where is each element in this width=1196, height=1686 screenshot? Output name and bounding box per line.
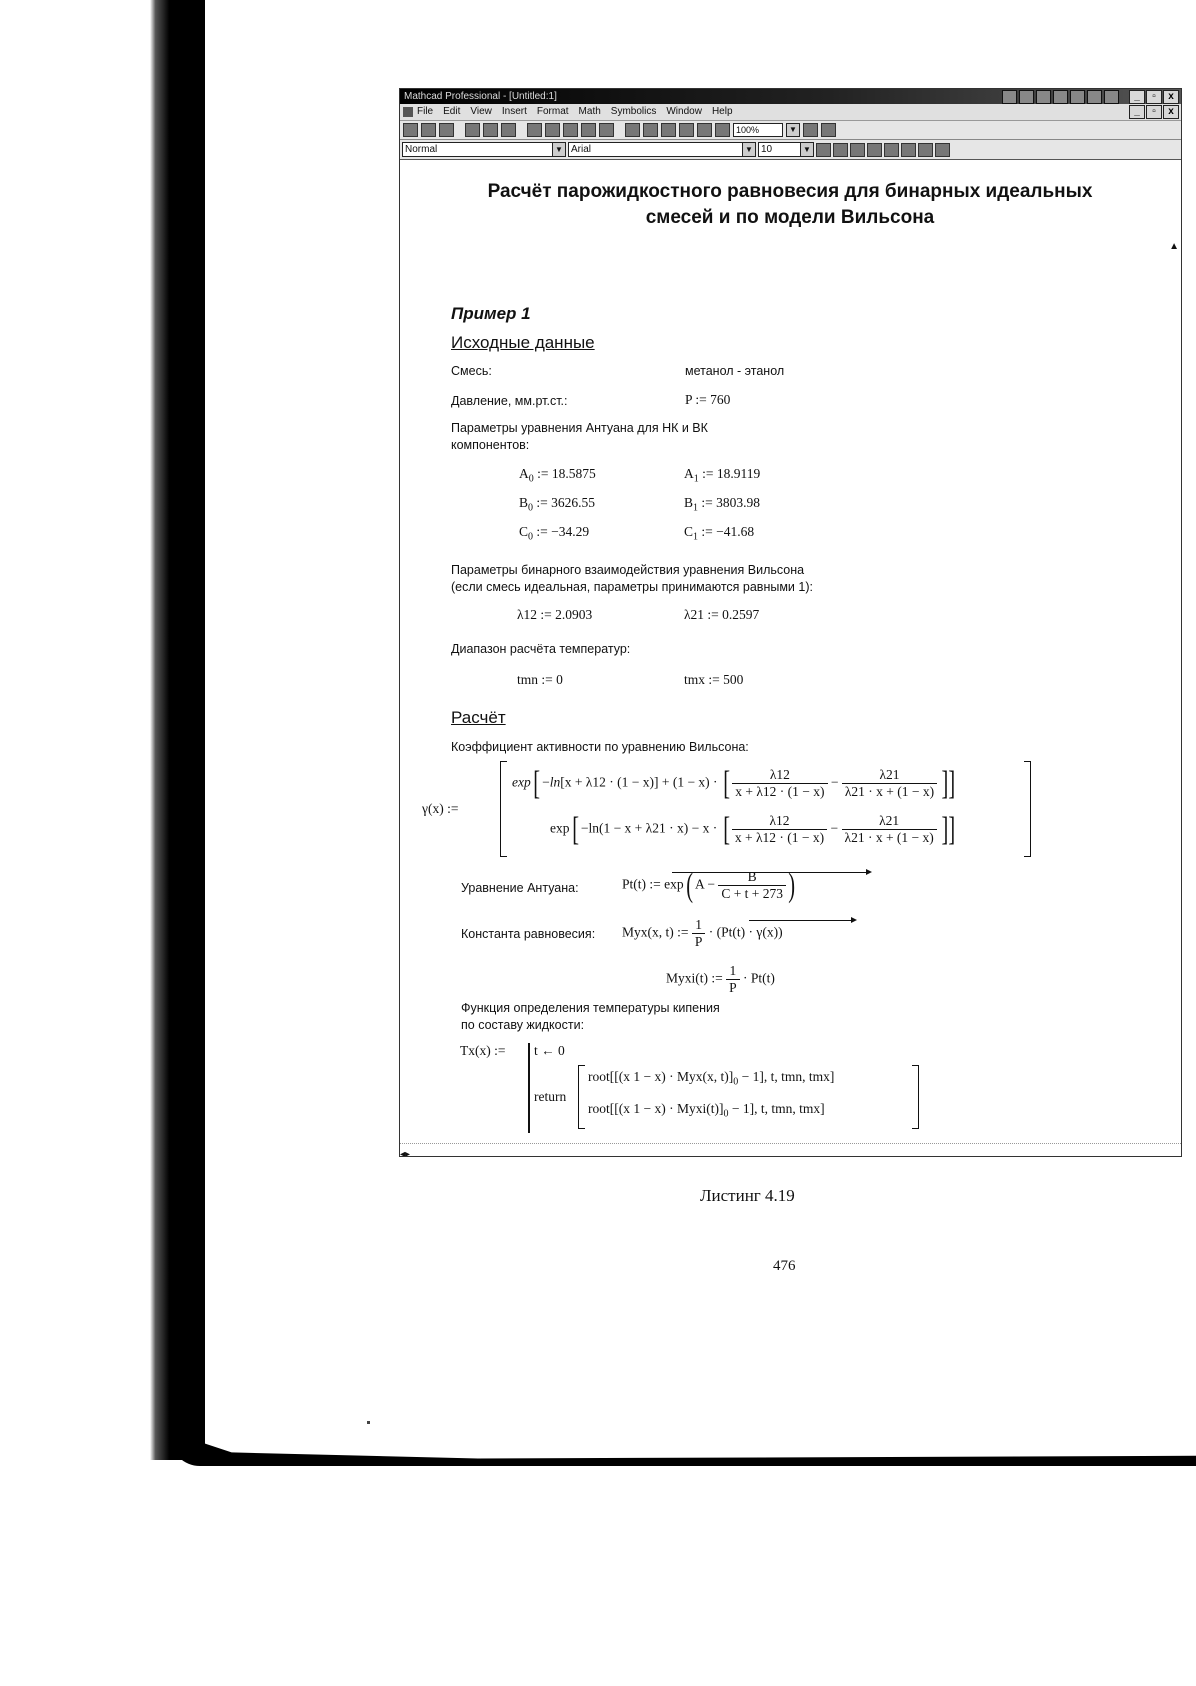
title-line-2: смесей и по модели Вильсона [645,207,935,228]
chevron-down-icon[interactable]: ▼ [786,123,800,137]
activity-coef-label: Коэффициент активности по уравнению Вильсона: [451,740,749,754]
gamma-lhs: γ(x) := [422,801,459,816]
menu-insert[interactable]: Insert [501,106,527,117]
horizontal-scrollbar[interactable] [400,1143,1181,1156]
a0-expression[interactable]: $A_0$ := 18.5875 [519,466,596,485]
c1-expression[interactable]: $C_1$ := −41.68 [684,524,755,543]
resource-icon[interactable] [715,123,730,137]
document-controls [1129,105,1179,119]
lambda12-expression[interactable]: λ12 := 2.0903 [517,607,593,622]
tmx-expression[interactable]: tmx := 500 [684,672,744,687]
scroll-left-icon[interactable]: ◂▸ [400,1149,411,1157]
redo-icon[interactable] [599,123,614,137]
font-select[interactable] [568,142,756,157]
c0-value: −34.29 [551,524,590,539]
tx-program[interactable] [460,1043,960,1138]
a0-value: 18.5875 [551,466,596,481]
mixture-label: Смесь: [451,364,492,378]
print-preview-icon[interactable] [483,123,498,137]
cut-icon[interactable] [527,123,542,137]
component-icon[interactable] [697,123,712,137]
antoine-params-label-line1: Параметры уравнения Антуана для НК и ВК [451,421,708,435]
b0-expression[interactable]: $B_0$ := 3626.55 [519,495,596,514]
matrix-bracket-left [578,1065,585,1129]
minimize-button[interactable]: _ [1129,90,1145,104]
menu-window[interactable]: Window [666,106,702,117]
chevron-down-icon: ▼ [552,143,565,156]
insert-unit-icon[interactable] [661,123,676,137]
b1-expression[interactable]: $B_1$ := 3803.98 [684,495,761,514]
tray-icon[interactable] [1053,90,1068,104]
undo-icon[interactable] [581,123,596,137]
tray-icon[interactable] [1019,90,1034,104]
chevron-down-icon: ▼ [800,143,813,156]
align-center-icon[interactable] [884,143,899,157]
align-icon[interactable] [625,123,640,137]
save-icon[interactable] [439,123,454,137]
menu-view[interactable]: View [470,106,492,117]
equilibrium-label: Константа равновесия: [461,927,596,941]
taskbar-icons [1002,90,1119,104]
tx-root-1: root[[(x 1 − x) · Myx(x, $t)]_0 - 1$], t, tmn, tmx] [588,1069,835,1088]
temp-range-label: Диапазон расчёта температур: [451,642,631,656]
style-value: Normal [405,144,438,155]
tray-icon[interactable] [1002,90,1017,104]
document-icon[interactable] [403,107,413,117]
tx-return: return [534,1089,567,1104]
menu-symbolics[interactable]: Symbolics [610,106,657,117]
calculate-icon[interactable] [679,123,694,137]
menu-format[interactable]: Format [536,106,569,117]
doc-restore-button[interactable]: ▫ [1146,105,1162,119]
b1-value: 3803.98 [716,495,761,510]
resource-center-icon[interactable] [803,123,818,137]
menu-file[interactable]: File [417,106,434,117]
gamma-row-1: exp[ −ln[x + λ12 · (1 − x)] + (1 − x) · [ $\frac{\lambda 12}{x + \lambda 12 \cdot (1 - x)}$ − $\frac{\lambda 21}{\lambda 21 \cdot x + (1 - x)}$ ]] [512,764,956,802]
restore-button[interactable]: ▫ [1146,90,1162,104]
input-data-heading: Исходные данные [451,333,595,352]
doc-close-button[interactable]: x [1163,105,1179,119]
menu-edit[interactable]: Edit [443,106,461,117]
c1-value: −41.68 [716,524,755,539]
tx-root-2: root[[(x $1 - x) \cdot Myxi(t)]_0 - 1$], t, tmn, tmx] [588,1101,825,1120]
wilson-params-label-line1: Параметры бинарного взаимодействия уравнения Вильсона [451,563,805,577]
standard-toolbar [400,121,1181,140]
worksheet[interactable] [400,161,1181,1146]
close-button[interactable]: x [1163,90,1179,104]
style-select[interactable] [402,142,566,157]
bullets-icon[interactable] [918,143,933,157]
vertical-scroll-marker[interactable]: ▲ [1169,241,1179,252]
matrix-bracket-right [912,1065,919,1129]
example-heading: Пример 1 [451,304,531,323]
open-icon[interactable] [421,123,436,137]
insert-function-icon[interactable] [643,123,658,137]
zoom-select[interactable]: 100% [733,123,783,137]
formatting-toolbar [400,140,1181,160]
spell-check-icon[interactable] [501,123,516,137]
font-value: Arial [571,144,592,155]
window-controls [1129,90,1179,104]
matrix-bracket-right [1024,761,1031,857]
boiling-func-label-line2: по составу жидкости: [461,1018,585,1032]
tmn-expression[interactable]: tmn := 0 [517,672,563,687]
mixture-value: метанол - этанол [685,364,785,378]
bold-icon[interactable] [816,143,831,157]
c0-expression[interactable]: $C_0$ := −34.29 [519,524,590,543]
gamma-row-2: exp[ −ln(1 − x + λ21 · x) − x · [ $\frac{\lambda 12}{x + \lambda 12 \cdot (1 - x)}$ − $\frac{\lambda 21}{\lambda 21 \cdot x + (1 - x)}$ ]] [550,810,955,848]
matrix-bracket-left [500,761,507,857]
new-icon[interactable] [403,123,418,137]
antoine-eq-label: Уравнение Антуана: [461,881,579,895]
mathcad-window [399,88,1182,1157]
antoine-params-label-line2: компонентов: [451,438,530,452]
page-title [440,179,1140,231]
boiling-func-label-line1: Функция определения температуры кипения [461,1001,720,1015]
chevron-down-icon: ▼ [742,143,755,156]
italic-icon[interactable] [833,143,848,157]
page-number: 476 [773,1258,796,1274]
font-size-value: 10 [761,144,773,155]
menu-help[interactable]: Help [711,106,733,117]
paste-icon[interactable] [563,123,578,137]
align-left-icon[interactable] [867,143,882,157]
scan-shadow-left [150,0,205,1460]
align-right-icon[interactable] [901,143,916,157]
gamma-definition[interactable] [422,759,1042,859]
help-icon[interactable] [821,123,836,137]
app-title: Mathcad Professional - [Untitled:1] [404,91,557,102]
title-line-1: Расчёт парожидкостного равновесия для бинарных идеальных [487,181,1093,202]
menu-bar [400,104,1181,121]
boiling-func-label [461,1000,720,1034]
tray-icon[interactable] [1070,90,1085,104]
pressure-expression[interactable]: P := 760 [685,392,731,407]
pressure-label: Давление, мм.рт.ст.: [451,394,568,408]
font-size-select[interactable] [758,142,814,157]
program-bar [528,1043,530,1133]
wilson-params-label-line2: (если смесь идеальная, параметры принимаются равными 1): [451,580,813,594]
a1-expression[interactable]: $A_1$ := 18.9119 [684,466,761,485]
wilson-params-label [451,562,813,596]
print-icon[interactable] [465,123,480,137]
doc-minimize-button[interactable]: _ [1129,105,1145,119]
tx-lhs: Tx(x) := [460,1043,506,1058]
antoine-params-label [451,420,708,454]
scan-shadow-bottom [170,1432,1196,1466]
title-bar [400,89,1181,104]
myx-equation[interactable]: Myx(x, t) := $\frac{1}{P}$ · (Pt(t) · γ(x)) [622,917,783,949]
antoine-equation[interactable]: Pt(t) := exp( A − $\frac{B}{C + t + 273}$ ) [622,866,796,904]
underline-icon[interactable] [850,143,865,157]
tray-icon[interactable] [1087,90,1102,104]
copy-icon[interactable] [545,123,560,137]
calculation-heading: Расчёт [451,708,506,727]
listing-caption: Листинг 4.19 [700,1186,795,1205]
b0-value: 3626.55 [551,495,596,510]
numbering-icon[interactable] [935,143,950,157]
menu-math[interactable]: Math [578,106,601,117]
tray-icon[interactable] [1104,90,1119,104]
tx-line-assign: t ← 0 [534,1043,565,1058]
tray-icon[interactable] [1036,90,1051,104]
scan-speck [367,1421,370,1424]
myxi-equation[interactable]: Myxi(t) := $\frac{1}{P}$ · Pt(t) [666,963,775,995]
lambda21-expression[interactable]: λ21 := 0.2597 [684,607,760,622]
a1-value: 18.9119 [716,466,761,481]
